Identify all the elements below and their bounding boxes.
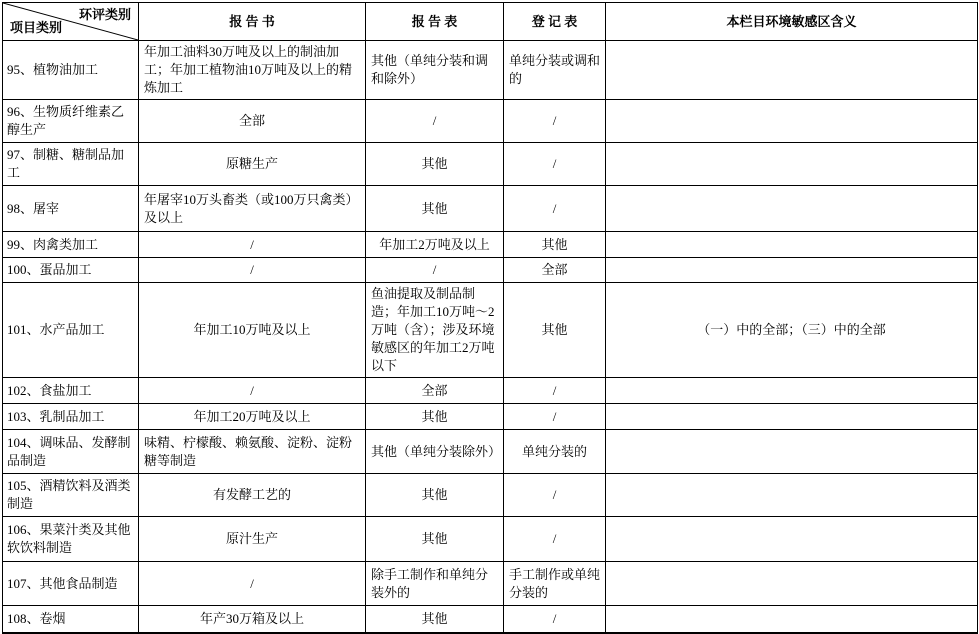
- cell-category: 97、制糖、糖制品加工: [3, 143, 139, 186]
- cell-registration-form: /: [504, 606, 606, 633]
- cell-report-form: 其他: [366, 143, 504, 186]
- table-row-104: [3, 430, 978, 474]
- cell-report-book: 年屠宰10万头畜类（或100万只禽类）及以上: [139, 186, 366, 232]
- cell-registration-form: /: [504, 378, 606, 404]
- table-row-102: [3, 378, 978, 404]
- cell-sensitive-meaning: [606, 562, 978, 606]
- cell-report-book: 年加工10万吨及以上: [139, 283, 366, 378]
- table-row-95: [3, 41, 978, 100]
- cell-sensitive-meaning: [606, 606, 978, 633]
- cell-registration-form: /: [504, 404, 606, 430]
- cell-report-book: 全部: [139, 100, 366, 143]
- cell-report-form: 其他（单纯分装和调和除外）: [366, 41, 504, 100]
- cell-registration-form: /: [504, 100, 606, 143]
- table-row-98: [3, 186, 978, 232]
- cell-registration-form: 手工制作或单纯分装的: [504, 562, 606, 606]
- table-row-108: [3, 606, 978, 633]
- eia-category-table: [2, 2, 978, 634]
- cell-report-form: 其他（单纯分装除外）: [366, 430, 504, 474]
- cell-report-book: 有发酵工艺的: [139, 474, 366, 517]
- table-row-106: [3, 517, 978, 562]
- cell-category: 101、水产品加工: [3, 283, 139, 378]
- cell-registration-form: /: [504, 186, 606, 232]
- cell-sensitive-meaning: [606, 186, 978, 232]
- cell-sensitive-meaning: （一）中的全部；（三）中的全部: [606, 283, 978, 378]
- cell-category: 100、蛋品加工: [3, 258, 139, 283]
- cell-category: 99、肉禽类加工: [3, 232, 139, 258]
- cell-report-form: 其他: [366, 606, 504, 633]
- cell-registration-form: 全部: [504, 258, 606, 283]
- cell-sensitive-meaning: [606, 430, 978, 474]
- cell-report-form: 年加工2万吨及以上: [366, 232, 504, 258]
- cell-report-book: 原糖生产: [139, 143, 366, 186]
- column-header-report-form: 报 告 表: [366, 3, 504, 41]
- cell-registration-form: /: [504, 474, 606, 517]
- cell-report-form: 全部: [366, 378, 504, 404]
- cell-report-book: /: [139, 232, 366, 258]
- cell-sensitive-meaning: [606, 474, 978, 517]
- cell-report-form: 除手工制作和单纯分装外的: [366, 562, 504, 606]
- cell-report-form: 鱼油提取及制品制造；年加工10万吨～2万吨（含）；涉及环境敏感区的年加工2万吨以下: [366, 283, 504, 378]
- cell-category: 105、酒精饮料及酒类制造: [3, 474, 139, 517]
- cell-report-form: /: [366, 100, 504, 143]
- cell-category: 98、屠宰: [3, 186, 139, 232]
- cell-report-book: 年产30万箱及以上: [139, 606, 366, 633]
- cell-category: 96、生物质纤维素乙醇生产: [3, 100, 139, 143]
- cell-report-book: 年加工20万吨及以上: [139, 404, 366, 430]
- cell-sensitive-meaning: [606, 143, 978, 186]
- cell-category: 95、植物油加工: [3, 41, 139, 100]
- cell-category: 106、果菜汁类及其他软饮料制造: [3, 517, 139, 562]
- cell-report-form: 其他: [366, 404, 504, 430]
- corner-label-project-category: 项目类别: [10, 20, 63, 35]
- cell-registration-form: 单纯分装或调和的: [504, 41, 606, 100]
- cell-category: 104、调味品、发酵制品制造: [3, 430, 139, 474]
- table-row-103: [3, 404, 978, 430]
- cell-report-form: 其他: [366, 474, 504, 517]
- column-header-report-book: 报 告 书: [139, 3, 366, 41]
- cell-category: 102、食盐加工: [3, 378, 139, 404]
- cell-sensitive-meaning: [606, 404, 978, 430]
- column-header-sensitive-meaning: 本栏目环境敏感区含义: [606, 3, 978, 41]
- cell-report-book: /: [139, 258, 366, 283]
- cell-report-form: 其他: [366, 517, 504, 562]
- cell-registration-form: 其他: [504, 283, 606, 378]
- cell-registration-form: /: [504, 143, 606, 186]
- cell-registration-form: /: [504, 517, 606, 562]
- cell-report-form: 其他: [366, 186, 504, 232]
- corner-label-eia-category: 环评类别: [78, 7, 131, 22]
- cell-sensitive-meaning: [606, 258, 978, 283]
- cell-report-book: 年加工油料30万吨及以上的制油加工；年加工植物油10万吨及以上的精炼加工: [139, 41, 366, 100]
- cell-sensitive-meaning: [606, 517, 978, 562]
- header-row: [3, 3, 978, 41]
- cell-sensitive-meaning: [606, 378, 978, 404]
- cell-sensitive-meaning: [606, 41, 978, 100]
- cell-sensitive-meaning: [606, 100, 978, 143]
- cell-category: 108、卷烟: [3, 606, 139, 633]
- table-row-97: [3, 143, 978, 186]
- cell-report-book: /: [139, 562, 366, 606]
- cell-registration-form: 其他: [504, 232, 606, 258]
- cell-report-book: /: [139, 378, 366, 404]
- table-row-107: [3, 562, 978, 606]
- cell-report-book: 原汁生产: [139, 517, 366, 562]
- cell-category: 107、其他食品制造: [3, 562, 139, 606]
- table-row-99: [3, 232, 978, 258]
- column-header-registration-form: 登 记 表: [504, 3, 606, 41]
- cell-report-book: 味精、柠檬酸、赖氨酸、淀粉、淀粉糖等制造: [139, 430, 366, 474]
- table-row-105: [3, 474, 978, 517]
- cell-registration-form: 单纯分装的: [504, 430, 606, 474]
- cell-report-form: /: [366, 258, 504, 283]
- cell-sensitive-meaning: [606, 232, 978, 258]
- table-row-101: [3, 283, 978, 378]
- table-row-96: [3, 100, 978, 143]
- cell-category: 103、乳制品加工: [3, 404, 139, 430]
- corner-header-cell: [3, 3, 139, 41]
- table-row-100: [3, 258, 978, 283]
